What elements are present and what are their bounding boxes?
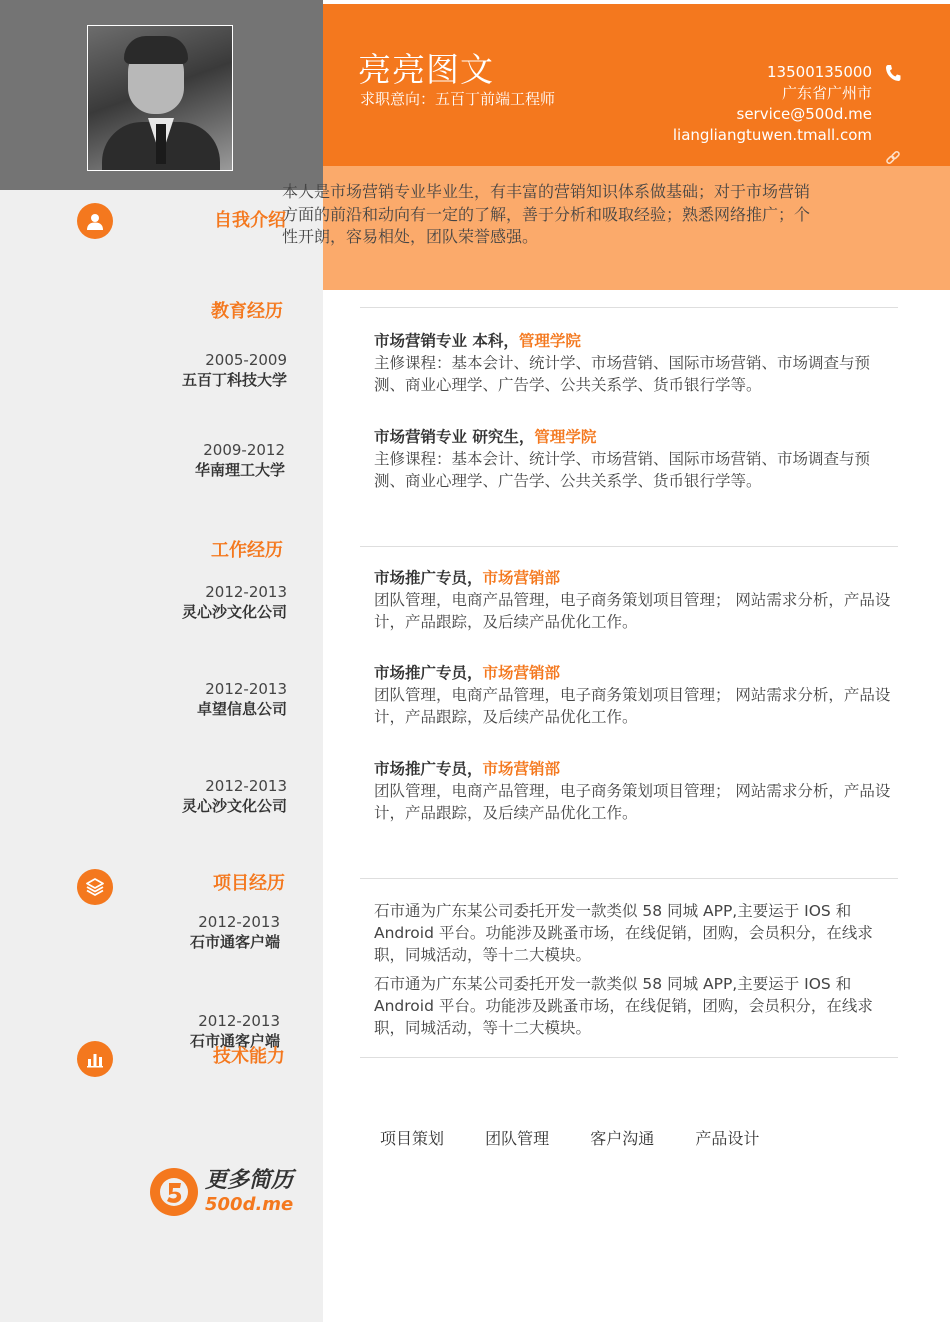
education-desc: 主修课程：基本会计、统计学、市场营销、国际市场营销、市场调查与预测、商业心理学、广告学、公共关系学、货币银行学等。 — [374, 354, 871, 394]
phone-icon — [885, 64, 901, 82]
education-left-2 — [195, 441, 285, 480]
education-left-1 — [182, 351, 287, 390]
work-date: 2012-2013 — [205, 777, 287, 795]
work-position: 市场推广专员， — [374, 569, 483, 587]
work-divider — [360, 546, 898, 547]
work-desc: 团队管理，电商产品管理，电子商务策划项目管理； 网站需求分析，产品设计，产品跟踪，及后续产品优化工作。 — [374, 686, 891, 726]
work-title: 工作经历 — [211, 540, 283, 561]
education-degree: 市场营销专业 研究生， — [374, 428, 535, 446]
logo-domain: 500d.me — [205, 1194, 294, 1215]
education-school: 五百丁科技大学 — [181, 371, 287, 389]
work-company: 灵心沙文化公司 — [181, 797, 287, 815]
work-date: 2012-2013 — [205, 583, 287, 601]
education-entry-1 — [374, 330, 896, 396]
job-intention: 求职意向：五百丁前端工程师 — [360, 90, 556, 108]
sidebar-background — [0, 0, 323, 1322]
education-degree: 市场营销专业 本科， — [374, 332, 519, 350]
intro-title: 自我介绍 — [214, 210, 286, 231]
email[interactable]: service@500d.me — [736, 105, 872, 123]
contact-info — [673, 62, 872, 146]
education-desc: 主修课程：基本会计、统计学、市场营销、国际市场营销、市场调查与预测、商业心理学、广告学、公共关系学、货币银行学等。 — [374, 450, 871, 490]
website[interactable]: liangliangtuwen.tmall.com — [672, 126, 872, 144]
skill-item: 客户沟通 — [590, 1129, 655, 1148]
education-school: 华南理工大学 — [194, 461, 285, 479]
work-entry-3 — [374, 758, 896, 824]
logo-mark-icon — [147, 1165, 201, 1219]
skills-divider — [360, 1057, 898, 1058]
link-icon — [885, 150, 901, 166]
candidate-name: 亮亮图文 — [358, 50, 494, 89]
skill-item: 项目策划 — [380, 1129, 445, 1148]
project-divider — [360, 878, 898, 879]
education-dept: 管理学院 — [534, 428, 597, 446]
phone-number: 13500135000 — [767, 63, 872, 81]
education-title: 教育经历 — [211, 301, 283, 322]
user-icon — [77, 203, 113, 239]
project-name: 石市通客户端 — [189, 1032, 280, 1050]
project-date: 2012-2013 — [198, 1012, 280, 1030]
skill-item: 团队管理 — [485, 1129, 550, 1148]
work-left-2 — [197, 680, 287, 719]
education-date: 2005-2009 — [205, 351, 287, 369]
education-divider — [360, 307, 898, 308]
layers-icon — [77, 869, 113, 905]
skills-title: 技术能力 — [213, 1046, 285, 1067]
work-company: 灵心沙文化公司 — [181, 603, 287, 621]
work-dept: 市场营销部 — [482, 760, 561, 778]
work-entry-1 — [374, 567, 896, 633]
work-left-1 — [182, 583, 287, 622]
work-position: 市场推广专员， — [374, 664, 483, 682]
project-name: 石市通客户端 — [189, 933, 280, 951]
education-entry-2 — [374, 426, 896, 492]
project-entry-1: 石市通为广东某公司委托开发一款类似 58 同城 APP,主要运于 IOS 和 Android 平台。功能涉及跳蚤市场，在线促销，团购，会员积分，在线求职，同城活动，等十二大模块。 — [374, 902, 873, 964]
logo-text: 更多简历 — [205, 1168, 294, 1193]
project-date: 2012-2013 — [198, 913, 280, 931]
education-date: 2009-2012 — [203, 441, 285, 459]
skills-list — [380, 1126, 795, 1149]
skill-item: 产品设计 — [695, 1129, 760, 1148]
project-title: 项目经历 — [213, 873, 285, 894]
profile-photo — [87, 25, 233, 171]
education-dept: 管理学院 — [518, 332, 581, 350]
work-desc: 团队管理，电商产品管理，电子商务策划项目管理； 网站需求分析，产品设计，产品跟踪，及后续产品优化工作。 — [374, 782, 891, 822]
work-left-3 — [182, 777, 287, 816]
work-dept: 市场营销部 — [482, 664, 561, 682]
project-left-1 — [190, 913, 280, 952]
work-desc: 团队管理，电商产品管理，电子商务策划项目管理； 网站需求分析，产品设计，产品跟踪，及后续产品优化工作。 — [374, 591, 891, 631]
work-company: 卓望信息公司 — [196, 700, 287, 718]
intro-text: 本人是市场营销专业毕业生，有丰富的营销知识体系做基础；对于市场营销方面的前沿和动向有一定的了解，善于分析和吸取经验；熟悉网络推广；个性开朗，容易相处，团队荣誉感强。 — [282, 182, 811, 246]
location: 广东省广州市 — [781, 84, 872, 102]
work-dept: 市场营销部 — [482, 569, 561, 587]
work-date: 2012-2013 — [205, 680, 287, 698]
project-entry-2: 石市通为广东某公司委托开发一款类似 58 同城 APP,主要运于 IOS 和 Android 平台。功能涉及跳蚤市场，在线促销，团购，会员积分，在线求职，同城活动，等十二大模块。 — [374, 975, 873, 1037]
work-position: 市场推广专员， — [374, 760, 483, 778]
work-entry-2 — [374, 662, 896, 728]
header-top-line — [323, 0, 950, 4]
bar-chart-icon — [77, 1041, 113, 1077]
